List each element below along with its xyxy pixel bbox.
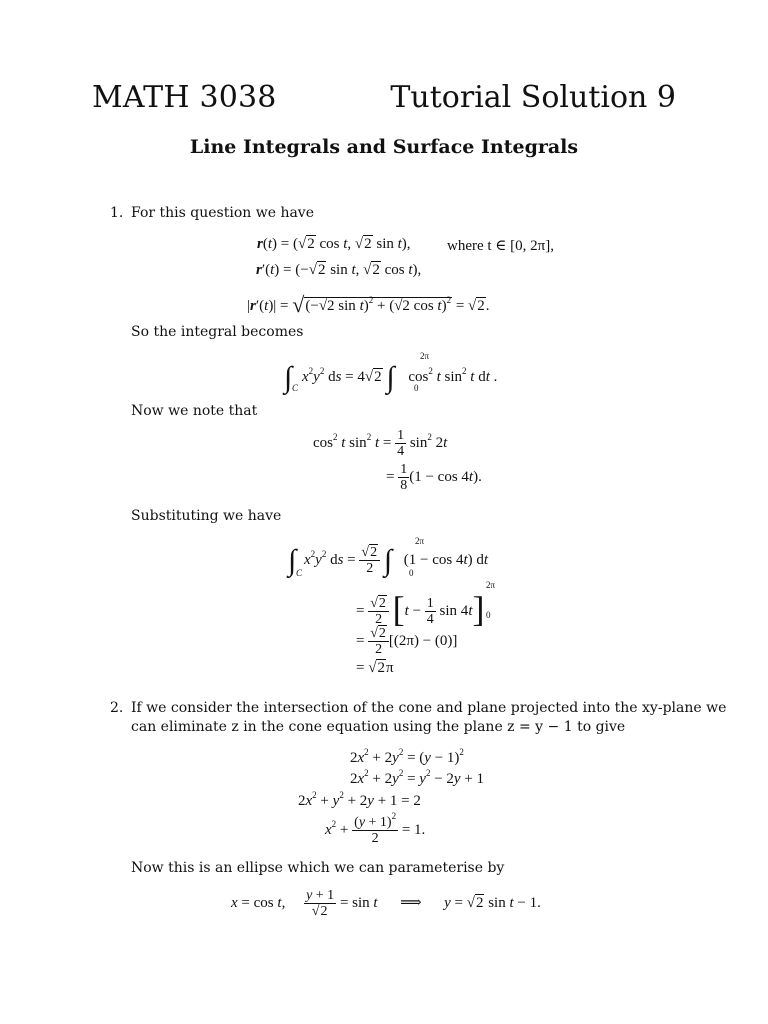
q2-eq-1: $2x^2 + 2y^2 = (y - 1)^2$: [350, 747, 464, 766]
q2-line-2: can eliminate z in the cone equation using the plane z = y − 1 to give: [131, 719, 626, 735]
q1-where: where t ∈ [0, 2π],: [447, 238, 554, 254]
document-subtitle: Line Integrals and Surface Integrals: [189, 136, 579, 158]
q1-eq-subst-2: = $\frac{√2}{2}$ [t − $\frac{1}{4}$ sin 4t] 2π 0: [356, 580, 496, 629]
q1-eq-subst-3: = $\frac{√2}{2}$ [(2π) − (0)]: [356, 626, 458, 657]
q1-eq-subst-4: = √2π: [356, 660, 394, 676]
q2-eq-2: $2x^2 + 2y^2 = y^2 - 2y + 1$: [350, 768, 485, 787]
q1-eq-integral: ∫ C $x^2y^2$ ds = 4√2 ∫ 2π 0 $\cos^2 t$ $\sin^2 t$ dt .: [284, 351, 498, 394]
q1-eq-subst-1: ∫ C $x^2y^2$ ds = $\frac{√2}{2}$ ∫ 2π 0 (1 − cos 4t) dt: [288, 536, 489, 578]
q2-eq-4: $x^2$ + $\frac{(y + 1)^2}{2}$ = 1.: [325, 811, 426, 846]
q1-eq-norm: |r′(t)| = √(−√2 sin t)$^2$ + (√2 cos t)$^2$ = √2.: [247, 292, 490, 317]
course-code: MATH 3038: [92, 80, 277, 115]
header: [92, 80, 676, 120]
q2-ellipse-intro: Now this is an ellipse which we can parameterise by: [131, 860, 505, 876]
q2-eq-param: x = cos t, $\frac{y + 1}{√2}$ = sin t ⟹ y = √2 sin t − 1.: [231, 888, 541, 919]
q2-line-1: If we consider the intersection of the cone and plane projected into the xy-plane we: [131, 700, 727, 716]
q1-note-intro: Now we note that: [131, 403, 258, 419]
document-title: Tutorial Solution 9: [390, 80, 676, 115]
q1-integral-intro: So the integral becomes: [131, 324, 304, 340]
q1-eq-r: r(t) = (√2 cos t, √2 sin t),: [257, 236, 411, 252]
q2-eq-3: $2x^2 + y^2 + 2y + 1 = 2$: [298, 790, 421, 809]
q1-intro: For this question we have: [131, 205, 314, 221]
question-2-number: 2.: [110, 700, 124, 716]
question-1-number: 1.: [110, 205, 124, 221]
q1-eq-identity-1: $\cos^2 t$ $\sin^2 t$ = $\frac{1}{4}$ $\sin^2 2t$: [313, 428, 448, 459]
q1-subst-intro: Substituting we have: [131, 508, 282, 524]
q1-eq-rprime: r′(t) = (−√2 sin t, √2 cos t),: [256, 262, 422, 278]
q1-eq-identity-2: = $\frac{1}{8}$ (1 − cos 4t).: [386, 462, 482, 493]
